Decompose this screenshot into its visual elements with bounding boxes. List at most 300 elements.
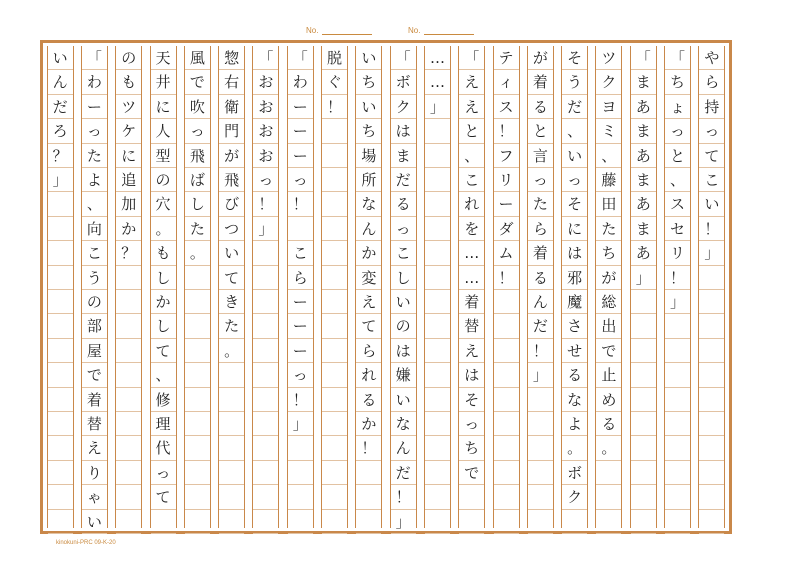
manuscript-char: て — [224, 268, 240, 287]
grid-cell — [116, 485, 141, 509]
grid-cell — [631, 461, 656, 485]
grid-cell — [322, 339, 347, 363]
grid-cell — [322, 168, 347, 192]
grid-cell — [494, 485, 519, 509]
manuscript-char: え — [86, 439, 102, 458]
manuscript-char: 、 — [601, 146, 617, 165]
manuscript-char: ！ — [292, 390, 308, 409]
grid-cell — [494, 314, 519, 338]
grid-cell — [253, 290, 278, 314]
grid-cell — [528, 388, 553, 412]
grid-cell — [219, 436, 244, 460]
manuscript-char: れ — [464, 195, 480, 214]
grid-cell — [219, 363, 244, 387]
manuscript-char: て — [361, 317, 377, 336]
manuscript-char: 所 — [361, 171, 377, 189]
manuscript-char: 魔 — [567, 293, 583, 311]
manuscript-char: 。 — [155, 219, 171, 238]
manuscript-column — [664, 46, 691, 528]
manuscript-char: に — [121, 146, 137, 165]
grid-cell — [528, 436, 553, 460]
manuscript-char: で — [86, 366, 102, 385]
grid-cell — [494, 461, 519, 485]
grid-cell — [253, 314, 278, 338]
manuscript-char: 、 — [670, 171, 686, 189]
manuscript-char: う — [86, 268, 102, 287]
manuscript-char: 邪 — [567, 268, 583, 287]
grid-cell — [356, 510, 381, 534]
grid-cell — [665, 436, 690, 460]
manuscript-char: た — [189, 219, 205, 238]
manuscript-char: ！ — [704, 219, 720, 238]
grid-cell — [322, 363, 347, 387]
manuscript-char: で — [601, 341, 617, 360]
manuscript-char: れ — [361, 366, 377, 385]
manuscript-char: ？ — [121, 244, 137, 263]
grid-cell — [425, 510, 450, 534]
manuscript-char: 」 — [532, 366, 548, 385]
manuscript-char: る — [532, 97, 548, 116]
manuscript-char: ち — [670, 73, 686, 92]
grid-cell — [425, 168, 450, 192]
manuscript-char: そ — [567, 195, 583, 214]
manuscript-char: だ — [567, 97, 583, 116]
manuscript-sheet — [40, 40, 732, 534]
manuscript-column — [81, 46, 108, 531]
grid-cell — [219, 510, 244, 534]
manuscript-char: 脱 — [327, 49, 343, 67]
grid-cell — [48, 388, 73, 412]
manuscript-char: 総 — [601, 293, 617, 311]
manuscript-char: 「 — [670, 49, 686, 67]
manuscript-char: 、 — [464, 146, 480, 165]
manuscript-char: は — [567, 244, 583, 263]
manuscript-char: め — [601, 390, 617, 409]
manuscript-char: ん — [361, 219, 377, 238]
manuscript-char: た — [601, 219, 617, 238]
manuscript-char: も — [155, 244, 171, 263]
manuscript-char: ら — [292, 268, 308, 287]
manuscript-char: の — [155, 171, 171, 189]
manuscript-char: 理 — [155, 415, 171, 433]
manuscript-char: よ — [86, 171, 102, 189]
manuscript-char: ま — [635, 171, 651, 189]
manuscript-char: ス — [670, 195, 686, 214]
manuscript-char: 天 — [155, 49, 171, 67]
manuscript-char: な — [567, 390, 583, 409]
manuscript-char: し — [155, 268, 171, 287]
manuscript-char: 代 — [155, 439, 171, 458]
manuscript-char: ぐ — [327, 73, 343, 92]
manuscript-char: だ — [52, 97, 68, 116]
grid-cell — [322, 412, 347, 436]
manuscript-char: え — [464, 341, 480, 360]
manuscript-column — [218, 46, 245, 528]
grid-cell — [665, 412, 690, 436]
no-line-1 — [322, 26, 372, 35]
grid-cell — [631, 485, 656, 509]
manuscript-char: お — [258, 97, 274, 116]
manuscript-char: で — [464, 463, 480, 482]
grid-cell — [528, 412, 553, 436]
grid-cell — [528, 485, 553, 509]
grid-cell — [322, 266, 347, 290]
manuscript-char: 、 — [567, 122, 583, 141]
manuscript-char: え — [464, 97, 480, 116]
grid-cell — [219, 485, 244, 509]
grid-cell — [185, 339, 210, 363]
grid-cell — [219, 461, 244, 485]
manuscript-column — [630, 46, 657, 528]
manuscript-char: ！ — [292, 195, 308, 214]
manuscript-char: ム — [498, 244, 514, 263]
manuscript-char: た — [224, 317, 240, 336]
manuscript-char: 。 — [601, 439, 617, 458]
grid-cell — [425, 217, 450, 241]
manuscript-char: い — [361, 97, 377, 116]
manuscript-char: は — [395, 341, 411, 360]
manuscript-char: が — [601, 268, 617, 287]
manuscript-char: ヨ — [601, 97, 617, 116]
manuscript-char: お — [258, 122, 274, 141]
manuscript-char: ボ — [567, 463, 583, 482]
manuscript-char: て — [155, 488, 171, 507]
grid-cell — [494, 290, 519, 314]
grid-cell — [356, 485, 381, 509]
grid-cell — [425, 119, 450, 143]
manuscript-char: る — [532, 268, 548, 287]
grid-cell — [253, 363, 278, 387]
manuscript-char: っ — [464, 415, 480, 433]
manuscript-char: 「 — [292, 49, 308, 67]
manuscript-char: い — [224, 244, 240, 263]
grid-cell — [494, 388, 519, 412]
grid-cell — [253, 485, 278, 509]
manuscript-char: 、 — [155, 366, 171, 385]
manuscript-char: 出 — [601, 317, 617, 336]
manuscript-char: 衛 — [224, 97, 240, 116]
grid-cell — [665, 363, 690, 387]
manuscript-column — [458, 46, 485, 528]
manuscript-char: の — [395, 317, 411, 336]
manuscript-char: 井 — [155, 73, 171, 92]
grid-cell — [48, 510, 73, 534]
grid-cell — [116, 314, 141, 338]
manuscript-char: っ — [704, 122, 720, 141]
manuscript-char: ま — [395, 146, 411, 165]
manuscript-char: し — [395, 268, 411, 287]
manuscript-char: ん — [395, 439, 411, 458]
manuscript-char: 藤 — [601, 171, 617, 189]
manuscript-char: ！ — [498, 122, 514, 141]
manuscript-char: ま — [635, 122, 651, 141]
grid-cell — [494, 363, 519, 387]
manuscript-char: リ — [498, 171, 514, 189]
grid-cell — [253, 461, 278, 485]
manuscript-char: る — [361, 390, 377, 409]
manuscript-column — [595, 46, 622, 528]
manuscript-column — [47, 46, 74, 528]
manuscript-char: ー — [292, 341, 308, 360]
manuscript-char: も — [121, 73, 137, 92]
grid-cell — [425, 436, 450, 460]
grid-cell — [48, 290, 73, 314]
grid-cell — [322, 290, 347, 314]
manuscript-column — [150, 46, 177, 528]
grid-cell — [48, 339, 73, 363]
manuscript-char: 嫌 — [395, 366, 411, 385]
grid-cell — [494, 510, 519, 534]
manuscript-char: リ — [670, 244, 686, 263]
manuscript-char: 飛 — [224, 171, 240, 189]
grid-cell — [48, 461, 73, 485]
manuscript-char: な — [395, 415, 411, 433]
manuscript-char: い — [86, 512, 102, 531]
manuscript-char: い — [52, 49, 68, 67]
manuscript-char: な — [361, 195, 377, 214]
grid-cell — [185, 412, 210, 436]
grid-cell — [631, 388, 656, 412]
grid-cell — [185, 266, 210, 290]
manuscript-char: ク — [567, 488, 583, 507]
grid-cell — [699, 290, 724, 314]
manuscript-char: お — [258, 146, 274, 165]
manuscript-char: ん — [532, 293, 548, 311]
grid-cell — [116, 412, 141, 436]
manuscript-column — [424, 46, 451, 528]
grid-cell — [185, 461, 210, 485]
manuscript-char: 「 — [258, 49, 274, 67]
manuscript-char: ！ — [361, 439, 377, 458]
manuscript-char: 着 — [86, 390, 102, 409]
grid-cell — [185, 363, 210, 387]
grid-cell — [425, 266, 450, 290]
manuscript-char: ょ — [670, 97, 686, 116]
manuscript-column — [287, 46, 314, 528]
manuscript-char: 風 — [189, 49, 205, 67]
manuscript-char: こ — [86, 244, 102, 263]
manuscript-char: だ — [395, 463, 411, 482]
grid-cell — [699, 510, 724, 534]
manuscript-char: う — [567, 73, 583, 92]
manuscript-char: 「 — [635, 49, 651, 67]
manuscript-column — [355, 46, 382, 528]
manuscript-char: せ — [567, 341, 583, 360]
grid-cell — [631, 436, 656, 460]
manuscript-char: こ — [704, 171, 720, 189]
manuscript-char: に — [155, 97, 171, 116]
manuscript-char: り — [86, 463, 102, 482]
grid-cell — [48, 192, 73, 216]
manuscript-char: あ — [635, 146, 651, 165]
manuscript-char: テ — [498, 49, 514, 67]
manuscript-column — [527, 46, 554, 528]
grid-cell — [288, 485, 313, 509]
grid-cell — [253, 241, 278, 265]
manuscript-char: る — [601, 415, 617, 433]
manuscript-char: ま — [635, 219, 651, 238]
manuscript-char: 着 — [532, 244, 548, 263]
manuscript-char: こ — [292, 244, 308, 263]
grid-cell — [528, 510, 553, 534]
grid-cell — [151, 510, 176, 534]
grid-cell — [699, 388, 724, 412]
grid-cell — [322, 388, 347, 412]
grid-cell — [116, 363, 141, 387]
manuscript-char: ー — [292, 97, 308, 116]
manuscript-char: っ — [189, 122, 205, 141]
manuscript-char: 変 — [361, 268, 377, 287]
grid-cell — [116, 461, 141, 485]
grid-cell — [699, 266, 724, 290]
grid-cell — [185, 510, 210, 534]
manuscript-char: ！ — [532, 341, 548, 360]
grid-cell — [631, 290, 656, 314]
grid-cell — [185, 485, 210, 509]
manuscript-char: と — [532, 122, 548, 141]
grid-cell — [699, 485, 724, 509]
grid-cell — [596, 510, 621, 534]
grid-cell — [596, 461, 621, 485]
grid-cell — [631, 510, 656, 534]
grid-cell — [48, 266, 73, 290]
grid-cell — [425, 314, 450, 338]
manuscript-column — [115, 46, 142, 528]
manuscript-char: か — [361, 415, 377, 433]
grid-cell — [219, 388, 244, 412]
manuscript-char: 部 — [86, 317, 102, 336]
manuscript-column — [698, 46, 725, 528]
grid-cell — [48, 436, 73, 460]
manuscript-char: ボ — [395, 73, 411, 92]
manuscript-char: 人 — [155, 122, 171, 141]
manuscript-char: ツ — [121, 97, 137, 116]
manuscript-char: っ — [670, 122, 686, 141]
manuscript-char: 」 — [292, 415, 308, 433]
grid-cell — [596, 485, 621, 509]
manuscript-char: 飛 — [189, 146, 205, 165]
manuscript-char: ー — [292, 317, 308, 336]
grid-cell — [322, 192, 347, 216]
manuscript-char: い — [395, 390, 411, 409]
manuscript-char: は — [395, 122, 411, 141]
manuscript-char: 言 — [532, 146, 548, 165]
grid-cell — [425, 290, 450, 314]
manuscript-char: ミ — [601, 122, 617, 141]
manuscript-char: 。 — [567, 439, 583, 458]
no-line-2 — [424, 26, 474, 35]
manuscript-char: か — [121, 219, 137, 238]
grid-cell — [425, 363, 450, 387]
manuscript-char: 」 — [52, 171, 68, 189]
manuscript-char: て — [155, 341, 171, 360]
grid-cell — [665, 314, 690, 338]
grid-cell — [253, 339, 278, 363]
manuscript-char: っ — [258, 171, 274, 189]
manuscript-char: た — [86, 146, 102, 165]
grid-cell — [322, 436, 347, 460]
grid-cell — [699, 436, 724, 460]
manuscript-char: ろ — [52, 122, 68, 141]
manuscript-char: と — [670, 146, 686, 165]
manuscript-char: っ — [567, 171, 583, 189]
manuscript-char: し — [189, 195, 205, 214]
manuscript-char: ク — [601, 73, 617, 92]
manuscript-char: あ — [635, 244, 651, 263]
manuscript-char: 惣 — [224, 49, 240, 67]
manuscript-char: ィ — [498, 73, 514, 92]
manuscript-char: っ — [155, 463, 171, 482]
manuscript-char: ま — [635, 73, 651, 92]
manuscript-char: で — [189, 73, 205, 92]
footer-label: kinokuni-PRC 09-K-20 — [56, 540, 116, 546]
manuscript-char: ー — [86, 97, 102, 116]
grid-cell — [48, 363, 73, 387]
manuscript-char: ！ — [498, 268, 514, 287]
grid-cell — [699, 461, 724, 485]
manuscript-char: 門 — [224, 122, 240, 141]
grid-cell — [425, 388, 450, 412]
grid-cell — [322, 314, 347, 338]
manuscript-char: た — [532, 195, 548, 214]
grid-cell — [322, 510, 347, 534]
manuscript-char: 「 — [464, 49, 480, 67]
grid-cell — [665, 339, 690, 363]
manuscript-char: る — [395, 195, 411, 214]
manuscript-char: 」 — [429, 97, 445, 116]
manuscript-char: … — [464, 244, 480, 263]
manuscript-char: ！ — [258, 195, 274, 214]
grid-cell — [699, 363, 724, 387]
manuscript-char: ケ — [121, 122, 137, 141]
grid-cell — [425, 412, 450, 436]
grid-cell — [322, 461, 347, 485]
grid-cell — [253, 412, 278, 436]
manuscript-char: 加 — [121, 195, 137, 214]
manuscript-char: ん — [52, 73, 68, 92]
manuscript-char: ー — [292, 122, 308, 141]
manuscript-char: ツ — [601, 49, 617, 67]
header-no-2 — [408, 26, 474, 35]
grid-cell — [185, 290, 210, 314]
manuscript-char: ー — [292, 146, 308, 165]
manuscript-char: 替 — [86, 415, 102, 433]
manuscript-char: ち — [601, 244, 617, 263]
grid-cell — [253, 510, 278, 534]
manuscript-char: さ — [567, 317, 583, 336]
grid-cell — [494, 339, 519, 363]
manuscript-char: ば — [189, 171, 205, 189]
manuscript-char: え — [464, 73, 480, 92]
manuscript-char: か — [361, 244, 377, 263]
grid-cell — [288, 461, 313, 485]
manuscript-char: 」 — [670, 293, 686, 311]
manuscript-char: い — [361, 49, 377, 67]
manuscript-char: て — [704, 146, 720, 165]
manuscript-char: だ — [395, 171, 411, 189]
manuscript-char: ら — [532, 219, 548, 238]
manuscript-char: っ — [532, 171, 548, 189]
manuscript-char: 」 — [635, 268, 651, 287]
manuscript-char: 屋 — [86, 341, 102, 360]
manuscript-char: っ — [292, 171, 308, 189]
manuscript-char: ち — [361, 73, 377, 92]
manuscript-char: 替 — [464, 317, 480, 336]
manuscript-char: ら — [704, 73, 720, 92]
manuscript-char: そ — [464, 390, 480, 409]
grid-cell — [322, 119, 347, 143]
manuscript-char: あ — [635, 195, 651, 214]
